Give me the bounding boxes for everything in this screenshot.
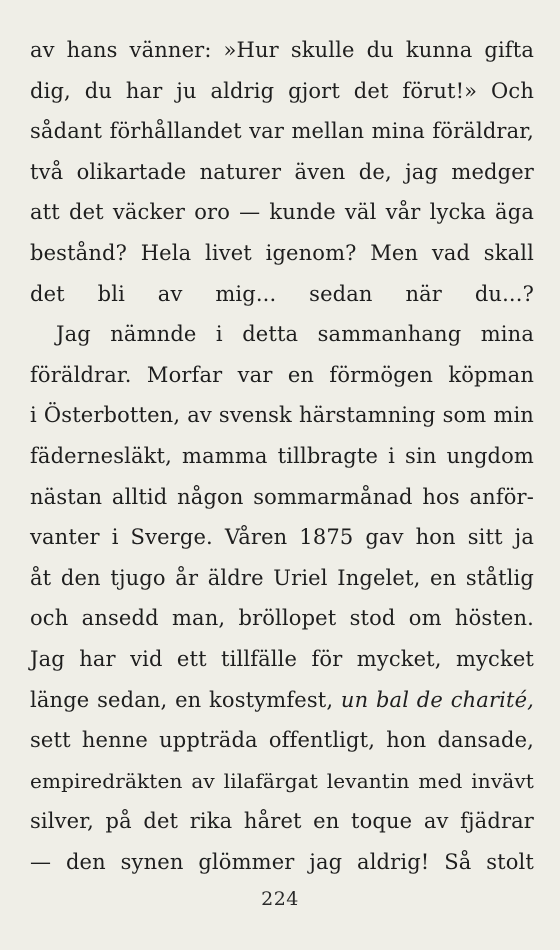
text-line: [30, 395, 534, 436]
italic-phrase: un bal de charité,: [340, 687, 534, 712]
text-line: [30, 30, 534, 71]
text-line: [30, 274, 534, 315]
text-segment: föräldrar. Morfar var en förmögen köpman: [30, 362, 534, 387]
text-segment: fädernesläkt, mamma tillbragte i sin ungdom: [30, 443, 534, 468]
text-line: [30, 598, 534, 639]
text-line: [30, 517, 534, 558]
text-line: [30, 477, 534, 518]
text-line: [30, 639, 534, 680]
text-segment: två olikartade naturer även de, jag medger: [30, 159, 534, 184]
text-line: [30, 436, 534, 477]
text-segment: av hans vänner: »Hur skulle du kunna gifta: [30, 38, 534, 62]
text-line: [30, 355, 534, 396]
text-segment: bestånd? Hela livet igenom? Men vad skall: [30, 240, 534, 265]
text-line: [30, 233, 534, 274]
text-line: [30, 111, 534, 152]
text-segment: vanter i Sverge. Våren 1875 gav hon sitt ja: [30, 525, 534, 550]
text-segment: det bli av mig... sedan när du...?: [30, 281, 534, 306]
text-segment: att det väcker oro — kunde väl vår lycka äga: [30, 200, 534, 225]
text-segment: dig, du har ju aldrig gjort det förut!» Och: [30, 78, 534, 103]
text-segment: empiredräkten av lilafärgat levantin med invävt: [30, 768, 534, 793]
text-segment: Jag nämnde i detta sammanhang mina: [56, 322, 534, 347]
text-line: [30, 801, 534, 842]
text-segment: sett henne uppträda offentligt, hon dansade,: [30, 728, 534, 753]
text-segment: och ansedd man, bröllopet stod om hösten.: [30, 606, 534, 631]
text-line: [30, 314, 534, 355]
text-line: [30, 152, 534, 193]
text-segment: silver, på det rika håret en toque av fjädrar: [30, 809, 534, 834]
text-segment: länge sedan, en kostymfest,: [30, 687, 341, 712]
text-segment: åt den tjugo år äldre Uriel Ingelet, en ståtlig: [30, 565, 534, 590]
text-segment: i Österbotten, av svensk härstamning som min: [30, 403, 534, 428]
body-text: [30, 30, 534, 882]
text-line: [30, 71, 534, 112]
text-line: [30, 842, 534, 883]
text-segment: Jag har vid ett tillfälle för mycket, mycket: [30, 646, 534, 671]
text-line: [30, 558, 534, 599]
text-segment: nästan alltid någon sommarmånad hos anför-: [30, 484, 534, 509]
text-line: [30, 720, 534, 761]
text-line: [30, 192, 534, 233]
text-line: [30, 761, 534, 802]
text-line: [30, 680, 534, 721]
text-segment: — den synen glömmer jag aldrig! Så stolt: [30, 849, 534, 874]
page-number: 224: [261, 888, 299, 910]
text-segment: sådant förhållandet var mellan mina föräldrar,: [30, 119, 534, 144]
